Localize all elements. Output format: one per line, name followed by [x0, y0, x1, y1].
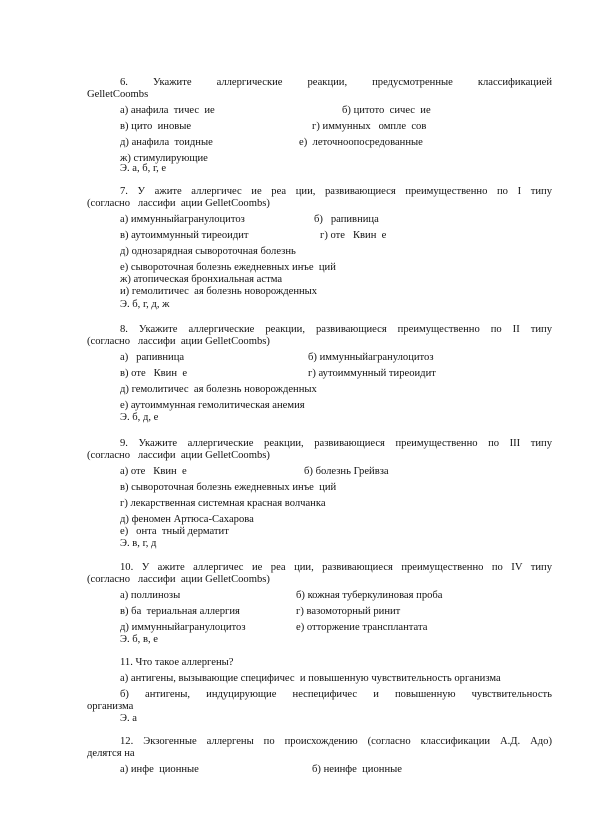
answer-key: Э. б, д, е: [120, 412, 159, 423]
answer-option: и) гемолитичес ая болезнь новорожденных: [120, 286, 318, 297]
question-stem-line: (согласно лассифи ации GelletCoombs): [87, 450, 270, 461]
answer-option: а) оте Квин е: [120, 466, 187, 477]
answer-option: г) вазомоторный ринит: [296, 606, 401, 617]
question-stem-line: GelletCoombs: [87, 89, 149, 100]
answer-option: а) анафила тичес ие: [120, 105, 215, 116]
answer-key: Э. в, г, д: [120, 538, 157, 549]
answer-option: е) отторжение трансплантата: [296, 622, 428, 633]
question-stem-line: 10. У ажите аллергичес ие реа ции, развивающиеся преимущественно по IV типу: [120, 562, 552, 573]
answer-option: е) сывороточная болезнь ежедневных инъе ций: [120, 262, 336, 273]
question-stem-line: 9. Укажите аллергические реакции, развивающиеся преимущественно по III типу: [120, 438, 552, 449]
answer-option: б) болезнь Грейвза: [304, 466, 389, 477]
answer-option: г) иммунных омпле сов: [312, 121, 427, 132]
answer-option: б) цитото сичес ие: [342, 105, 431, 116]
answer-option: в) ба териальная аллергия: [120, 606, 240, 617]
answer-option: г) лекарственная системная красная волчанка: [120, 498, 326, 509]
answer-option: в) цито иновые: [120, 121, 192, 132]
answer-option: а) иммунныйагранулоцитоз: [120, 214, 245, 225]
answer-option: а) инфе ционные: [120, 764, 199, 775]
answer-option: г) оте Квин е: [320, 230, 387, 241]
question-stem-line: (согласно лассифи ации GelletCoombs): [87, 198, 270, 209]
answer-option: е) онта тный дерматит: [120, 526, 229, 537]
answer-option: г) аутоиммунный тиреоидит: [308, 368, 436, 379]
answer-option: а) антигены, вызывающие специфичес и повышенную чувствительность организма: [120, 673, 501, 684]
answer-option: ж) стимулирующие: [120, 153, 208, 164]
answer-option: ж) атопическая бронхиальная астма: [120, 274, 283, 285]
answer-option: д) однозарядная сывороточная болезнь: [120, 246, 296, 257]
answer-option: б) иммунныйагранулоцитоз: [308, 352, 434, 363]
question-stem-line: (согласно лассифи ации GelletCoombs): [87, 574, 270, 585]
answer-option: е) аутоиммунная гемолитическая анемия: [120, 400, 305, 411]
answer-option: д) иммунныйагранулоцитоз: [120, 622, 246, 633]
answer-option: в) сывороточная болезнь ежедневных инъе ций: [120, 482, 337, 493]
answer-option: организма: [87, 701, 134, 712]
answer-option: в) аутоиммунный тиреоидит: [120, 230, 249, 241]
question-stem-line: 7. У ажите аллергичес ие реа ции, развивающиеся преимущественно по I типу: [120, 186, 552, 197]
answer-option: е) леточноопосредованные: [299, 137, 423, 148]
answer-option: д) анафила тоидные: [120, 137, 213, 148]
answer-option: д) феномен Артюса-Сахарова: [120, 514, 254, 525]
answer-option: б) кожная туберкулиновая проба: [296, 590, 443, 601]
answer-key: Э. б, в, е: [120, 634, 158, 645]
answer-option: д) гемолитичес ая болезнь новорожденных: [120, 384, 317, 395]
question-stem-line: 11. Что такое аллергены?: [120, 657, 234, 668]
answer-option: б) антигены, индуцирующие неспецифичес и повышенную чувствительность: [120, 689, 552, 700]
answer-key: Э. а: [120, 713, 137, 724]
question-stem-line: 12. Экзогенные аллергены по происхождению (согласно классификации А.Д. Адо): [120, 736, 552, 747]
question-stem-line: делятся на: [87, 748, 135, 759]
answer-key: Э. б, г, д, ж: [120, 299, 170, 310]
question-stem-line: 6. Укажите аллергические реакции, предусмотренные классификацией: [120, 77, 552, 88]
question-stem-line: (согласно лассифи ации GelletCoombs): [87, 336, 270, 347]
answer-option: б) неинфе ционные: [312, 764, 402, 775]
answer-option: б) рапивница: [314, 214, 379, 225]
answer-key: Э. а, б, г, е: [120, 163, 167, 174]
question-stem-line: 8. Укажите аллергические реакции, развивающиеся преимущественно по II типу: [120, 324, 552, 335]
answer-option: а) поллинозы: [120, 590, 181, 601]
answer-option: в) оте Квин е: [120, 368, 188, 379]
answer-option: а) рапивница: [120, 352, 185, 363]
